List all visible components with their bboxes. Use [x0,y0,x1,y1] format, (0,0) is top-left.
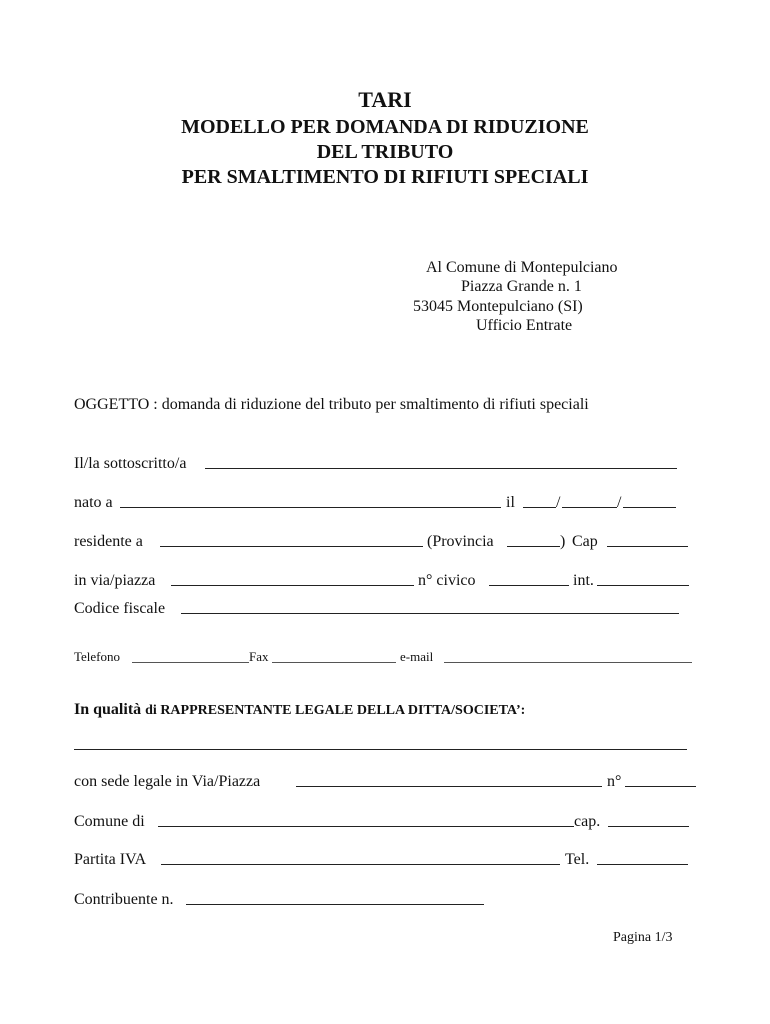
document-subtitle-line-1: MODELLO PER DOMANDA DI RIDUZIONE [181,116,589,138]
ditta-societa-field[interactable] [74,749,687,750]
sottoscritto-field[interactable] [205,468,677,469]
provincia-label: (Provincia [427,533,494,550]
cap-label: Cap [572,533,598,550]
luogo-nascita-field[interactable] [120,507,501,508]
recipient-line-3: 53045 Montepulciano (SI) [413,298,583,315]
residenza-comune-field[interactable] [160,546,423,547]
birth-month-field[interactable] [562,507,617,508]
int-label: int. [573,572,594,589]
partita-iva-field[interactable] [161,864,560,865]
recipient-line-4: Ufficio Entrate [476,317,573,334]
qualita-heading [74,700,525,721]
sede-numero-field[interactable] [625,786,696,787]
date-separator-2: / [617,494,622,511]
comune-cap-field[interactable] [608,826,689,827]
contribuente-field[interactable] [186,904,484,905]
sede-legale-label: con sede legale in Via/Piazza [74,773,261,790]
provincia-field[interactable] [507,546,560,547]
civico-field[interactable] [489,585,569,586]
date-separator-1: / [556,494,561,511]
codice-fiscale-label: Codice fiscale [74,600,166,617]
fax-field[interactable] [272,662,396,663]
comune-field[interactable] [158,826,574,827]
provincia-close: ) [560,533,566,550]
sede-numero-label: n° [607,773,622,790]
document-title: TARI [358,87,412,112]
comune-label: Comune di [74,813,145,830]
partita-iva-label: Partita IVA [74,851,147,868]
residente-label: residente a [74,533,143,550]
via-field[interactable] [171,585,414,586]
il-label: il [506,494,515,511]
subject-line: OGGETTO : domanda di riduzione del tributo per smaltimento di rifiuti speciali [74,396,589,413]
recipient-line-1: Al Comune di Montepulciano [426,259,618,276]
cap-field[interactable] [607,546,688,547]
via-label: in via/piazza [74,572,156,589]
contribuente-label: Contribuente n. [74,891,174,908]
birth-day-field[interactable] [523,507,556,508]
fax-label: Fax [249,649,269,664]
interno-field[interactable] [597,585,689,586]
document-subtitle-line-3: PER SMALTIMENTO DI RIFIUTI SPECIALI [181,166,589,188]
civico-label: n° civico [418,572,476,589]
recipient-line-2: Piazza Grande n. 1 [461,278,582,295]
telefono-label: Telefono [74,649,121,664]
nato-label: nato a [74,494,113,511]
tel-label: Tel. [565,851,590,868]
email-label: e-mail [400,649,434,664]
qualita-bold-label: In qualità [74,701,142,718]
tel-field[interactable] [597,864,688,865]
qualita-role-label: di RAPPRESENTANTE LEGALE DELLA DITTA/SOCIETA’: [145,703,526,718]
email-field[interactable] [444,662,692,663]
page-number: Pagina 1/3 [613,930,673,945]
telefono-field[interactable] [132,662,249,663]
birth-year-field[interactable] [623,507,676,508]
codice-fiscale-field[interactable] [181,613,679,614]
sottoscritto-label: Il/la sottoscritto/a [74,455,187,472]
comune-cap-label: cap. [574,813,601,830]
document-subtitle-line-2: DEL TRIBUTO [316,141,454,163]
sede-legale-via-field[interactable] [296,786,602,787]
